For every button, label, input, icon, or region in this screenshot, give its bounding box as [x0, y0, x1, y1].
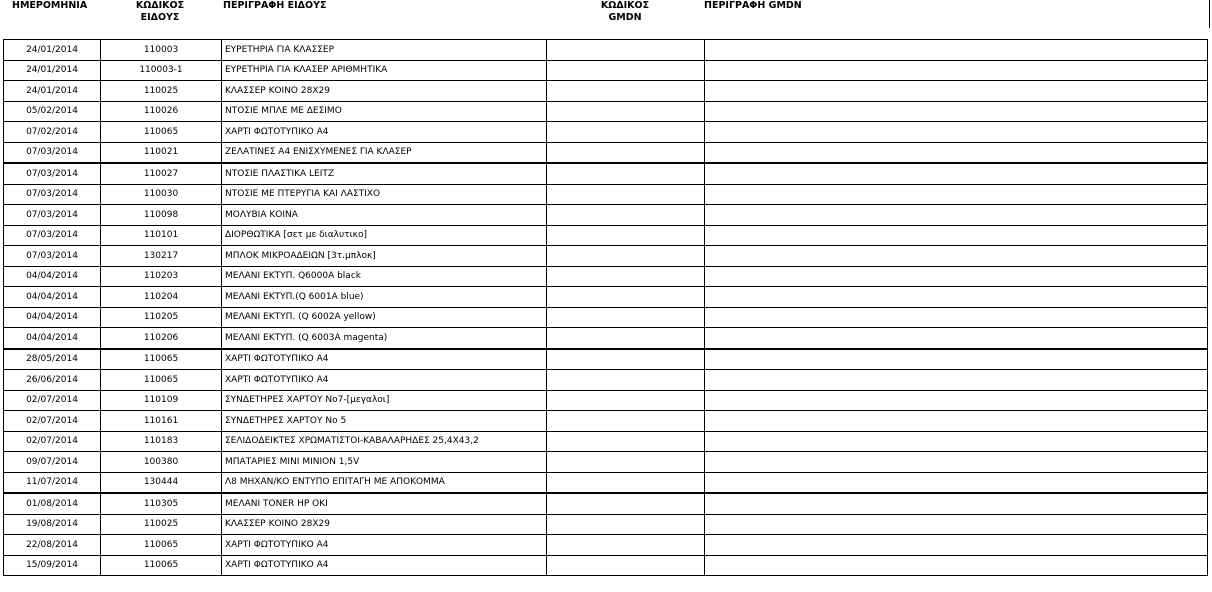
cell-item-description: ΜΕΛΑΝΙ ΕΚΤΥΠ. (Q 6003A magenta) [222, 328, 547, 349]
cell-item-description: ΧΑΡΤΙ ΦΩΤΟΤΥΠΙΚΟ Α4 [222, 555, 547, 576]
cell-item-description: ΝΤΟΣΙΕ ΠΛΑΣΤΙΚΑ LEITZ [222, 163, 547, 184]
cell-gmdn-description [705, 452, 1208, 473]
table-row [4, 101, 1208, 122]
table-row [4, 349, 1208, 370]
cell-item-code: 110065 [101, 370, 222, 391]
cell-gmdn-code [547, 246, 705, 267]
table-row [4, 328, 1208, 349]
cell-gmdn-description [705, 514, 1208, 535]
header-item-description: ΠΕΡΙΓΡΑΦΗ ΕΙΔΟΥΣ [223, 0, 327, 11]
cell-gmdn-description [705, 431, 1208, 452]
table-row [4, 205, 1208, 226]
cell-gmdn-description [705, 411, 1208, 432]
cell-date: 15/09/2014 [4, 555, 101, 576]
cell-date: 07/03/2014 [4, 246, 101, 267]
cell-date: 05/02/2014 [4, 101, 101, 122]
items-table [3, 39, 1208, 576]
header-gmdn-code-line1: ΚΩΔΙΚΟΣ [600, 0, 650, 11]
cell-date: 04/04/2014 [4, 266, 101, 287]
cell-gmdn-description [705, 101, 1208, 122]
cell-date: 26/06/2014 [4, 370, 101, 391]
cell-item-code: 110003 [101, 40, 222, 61]
cell-item-description: ΣΥΝΔΕΤΗΡΕΣ ΧΑΡΤΟΥ Νο7-[μεγαλοι] [222, 390, 547, 411]
cell-item-code: 110030 [101, 184, 222, 205]
cell-gmdn-description [705, 370, 1208, 391]
cell-item-code: 110109 [101, 390, 222, 411]
cell-item-code: 110025 [101, 81, 222, 102]
table-row [4, 246, 1208, 267]
cell-gmdn-description [705, 60, 1208, 81]
cell-item-description: ΜΕΛΑΝΙ TONER HP OKI [222, 493, 547, 514]
cell-gmdn-description [705, 472, 1208, 493]
cell-item-description: ΧΑΡΤΙ ΦΩΤΟΤΥΠΙΚΟ Α4 [222, 370, 547, 391]
page-edge-divider [1209, 0, 1210, 28]
cell-gmdn-code [547, 431, 705, 452]
table-header [0, 0, 1212, 40]
cell-date: 02/07/2014 [4, 390, 101, 411]
cell-gmdn-description [705, 225, 1208, 246]
cell-gmdn-description [705, 287, 1208, 308]
items-table-body [4, 40, 1208, 576]
cell-date: 02/07/2014 [4, 431, 101, 452]
table-row [4, 493, 1208, 514]
cell-gmdn-code [547, 493, 705, 514]
cell-gmdn-description [705, 555, 1208, 576]
cell-item-description: ΝΤΟΣΙΕ ΜΠΛΕ ΜΕ ΔΕΣΙΜΟ [222, 101, 547, 122]
table-row [4, 452, 1208, 473]
cell-gmdn-code [547, 411, 705, 432]
table-row [4, 411, 1208, 432]
cell-item-description: ΣΕΛΙΔΟΔΕΙΚΤΕΣ ΧΡΩΜΑΤΙΣΤΟΙ-ΚΑΒΑΛΑΡΗΔΕΣ 25,4Χ43,2 [222, 431, 547, 452]
cell-gmdn-code [547, 287, 705, 308]
cell-date: 07/03/2014 [4, 225, 101, 246]
cell-item-code: 110065 [101, 122, 222, 143]
cell-item-description: ΜΟΛΥΒΙΑ ΚΟΙΝΑ [222, 205, 547, 226]
cell-gmdn-description [705, 349, 1208, 370]
cell-gmdn-code [547, 328, 705, 349]
cell-item-code: 110204 [101, 287, 222, 308]
cell-item-description: ΧΑΡΤΙ ΦΩΤΟΤΥΠΙΚΟ Α4 [222, 535, 547, 556]
cell-item-code: 110161 [101, 411, 222, 432]
cell-gmdn-description [705, 81, 1208, 102]
cell-gmdn-code [547, 390, 705, 411]
table-row [4, 142, 1208, 163]
table-row [4, 122, 1208, 143]
table-row [4, 163, 1208, 184]
cell-date: 04/04/2014 [4, 307, 101, 328]
cell-gmdn-description [705, 205, 1208, 226]
cell-item-code: 110203 [101, 266, 222, 287]
cell-gmdn-description [705, 163, 1208, 184]
cell-gmdn-description [705, 328, 1208, 349]
cell-date: 07/03/2014 [4, 184, 101, 205]
cell-item-description: ΖΕΛΑΤΙΝΕΣ Α4 ΕΝΙΣΧΥΜΕΝΕΣ ΓΙΑ ΚΛΑΣΕΡ [222, 142, 547, 163]
table-row [4, 390, 1208, 411]
cell-gmdn-code [547, 60, 705, 81]
header-date: ΗΜΕΡΟΜΗΝΙΑ [12, 0, 88, 11]
cell-gmdn-code [547, 184, 705, 205]
cell-item-description: ΧΑΡΤΙ ΦΩΤΟΤΥΠΙΚΟ Α4 [222, 349, 547, 370]
table-row [4, 40, 1208, 61]
cell-item-code: 110101 [101, 225, 222, 246]
cell-gmdn-code [547, 307, 705, 328]
cell-date: 24/01/2014 [4, 40, 101, 61]
cell-gmdn-code [547, 514, 705, 535]
cell-gmdn-description [705, 122, 1208, 143]
cell-gmdn-code [547, 122, 705, 143]
cell-gmdn-code [547, 163, 705, 184]
cell-gmdn-code [547, 40, 705, 61]
cell-item-code: 110065 [101, 535, 222, 556]
cell-date: 07/02/2014 [4, 122, 101, 143]
cell-date: 28/05/2014 [4, 349, 101, 370]
table-row [4, 225, 1208, 246]
cell-item-code: 110205 [101, 307, 222, 328]
cell-item-description: ΕΥΡΕΤΗΡΙΑ ΓΙΑ ΚΛΑΣΣΕΡ [222, 40, 547, 61]
table-row [4, 184, 1208, 205]
cell-item-code: 110027 [101, 163, 222, 184]
table-row [4, 370, 1208, 391]
cell-gmdn-code [547, 142, 705, 163]
cell-date: 07/03/2014 [4, 205, 101, 226]
table-row [4, 514, 1208, 535]
cell-date: 24/01/2014 [4, 81, 101, 102]
header-item-code [118, 0, 202, 24]
cell-item-code: 100380 [101, 452, 222, 473]
cell-item-description: ΚΛΑΣΣΕΡ ΚΟΙΝΟ 28Χ29 [222, 514, 547, 535]
cell-item-code: 110003-1 [101, 60, 222, 81]
cell-date: 02/07/2014 [4, 411, 101, 432]
header-item-code-line1: ΚΩΔΙΚΟΣ [135, 0, 185, 11]
cell-gmdn-code [547, 225, 705, 246]
cell-date: 22/08/2014 [4, 535, 101, 556]
cell-date: 24/01/2014 [4, 60, 101, 81]
cell-date: 04/04/2014 [4, 287, 101, 308]
cell-item-code: 110025 [101, 514, 222, 535]
cell-item-description: ΜΠΛΟΚ ΜΙΚΡΟΑΔΕΙΩΝ [3τ.μπλοκ] [222, 246, 547, 267]
cell-date: 01/08/2014 [4, 493, 101, 514]
cell-gmdn-code [547, 205, 705, 226]
header-gmdn-code [590, 0, 660, 24]
cell-date: 04/04/2014 [4, 328, 101, 349]
cell-item-code: 110026 [101, 101, 222, 122]
cell-gmdn-description [705, 535, 1208, 556]
cell-item-description: ΧΑΡΤΙ ΦΩΤΟΤΥΠΙΚΟ Α4 [222, 122, 547, 143]
cell-item-code: 130444 [101, 472, 222, 493]
cell-gmdn-code [547, 81, 705, 102]
cell-item-description: ΣΥΝΔΕΤΗΡΕΣ ΧΑΡΤΟΥ Νο 5 [222, 411, 547, 432]
cell-item-description: ΝΤΟΣΙΕ ΜΕ ΠΤΕΡΥΓΙΑ ΚΑΙ ΛΑΣΤΙΧΟ [222, 184, 547, 205]
cell-item-code: 110021 [101, 142, 222, 163]
cell-gmdn-description [705, 493, 1208, 514]
cell-gmdn-description [705, 184, 1208, 205]
cell-gmdn-code [547, 472, 705, 493]
table-row [4, 535, 1208, 556]
cell-item-code: 110065 [101, 349, 222, 370]
cell-gmdn-description [705, 266, 1208, 287]
cell-date: 09/07/2014 [4, 452, 101, 473]
cell-item-description: ΜΕΛΑΝΙ ΕΚΤΥΠ. Q6000A black [222, 266, 547, 287]
cell-gmdn-code [547, 555, 705, 576]
header-gmdn-description: ΠΕΡΙΓΡΑΦΗ GMDN [704, 0, 802, 11]
table-row [4, 431, 1208, 452]
table-row [4, 307, 1208, 328]
cell-item-description: Λ8 ΜΗΧΑΝ/ΚΟ ΕΝΤΥΠΟ ΕΠΙΤΑΓΗ ΜΕ ΑΠΟΚΟΜΜΑ [222, 472, 547, 493]
cell-item-description: ΔΙΟΡΘΩΤΙΚΑ [σετ με διαλυτικο] [222, 225, 547, 246]
table-row [4, 555, 1208, 576]
cell-item-code: 110183 [101, 431, 222, 452]
cell-date: 07/03/2014 [4, 142, 101, 163]
cell-gmdn-description [705, 307, 1208, 328]
cell-item-description: ΚΛΑΣΣΕΡ ΚΟΙΝΟ 28Χ29 [222, 81, 547, 102]
table-row [4, 81, 1208, 102]
cell-gmdn-description [705, 390, 1208, 411]
cell-item-code: 110065 [101, 555, 222, 576]
cell-gmdn-description [705, 142, 1208, 163]
cell-gmdn-code [547, 535, 705, 556]
cell-item-description: ΜΕΛΑΝΙ ΕΚΤΥΠ. (Q 6002A yellow) [222, 307, 547, 328]
header-gmdn-code-line2: GMDN [608, 12, 642, 23]
cell-gmdn-description [705, 246, 1208, 267]
cell-item-description: ΜΕΛΑΝΙ ΕΚΤΥΠ.(Q 6001A blue) [222, 287, 547, 308]
cell-item-code: 130217 [101, 246, 222, 267]
cell-item-description: ΜΠΑΤΑΡΙΕΣ ΜΙΝΙ ΜΙΝΙΟΝ 1,5V [222, 452, 547, 473]
table-row [4, 60, 1208, 81]
cell-date: 11/07/2014 [4, 472, 101, 493]
table-row [4, 266, 1208, 287]
cell-gmdn-code [547, 370, 705, 391]
header-item-code-line2: ΕΙΔΟΥΣ [140, 12, 180, 23]
table-row [4, 472, 1208, 493]
cell-gmdn-description [705, 40, 1208, 61]
cell-gmdn-code [547, 452, 705, 473]
table-row [4, 287, 1208, 308]
cell-item-code: 110206 [101, 328, 222, 349]
cell-item-code: 110098 [101, 205, 222, 226]
cell-gmdn-code [547, 101, 705, 122]
cell-gmdn-code [547, 266, 705, 287]
cell-item-description: ΕΥΡΕΤΗΡΙΑ ΓΙΑ ΚΛΑΣΕΡ ΑΡΙΘΜΗΤΙΚΑ [222, 60, 547, 81]
cell-date: 07/03/2014 [4, 163, 101, 184]
cell-date: 19/08/2014 [4, 514, 101, 535]
cell-item-code: 110305 [101, 493, 222, 514]
cell-gmdn-code [547, 349, 705, 370]
